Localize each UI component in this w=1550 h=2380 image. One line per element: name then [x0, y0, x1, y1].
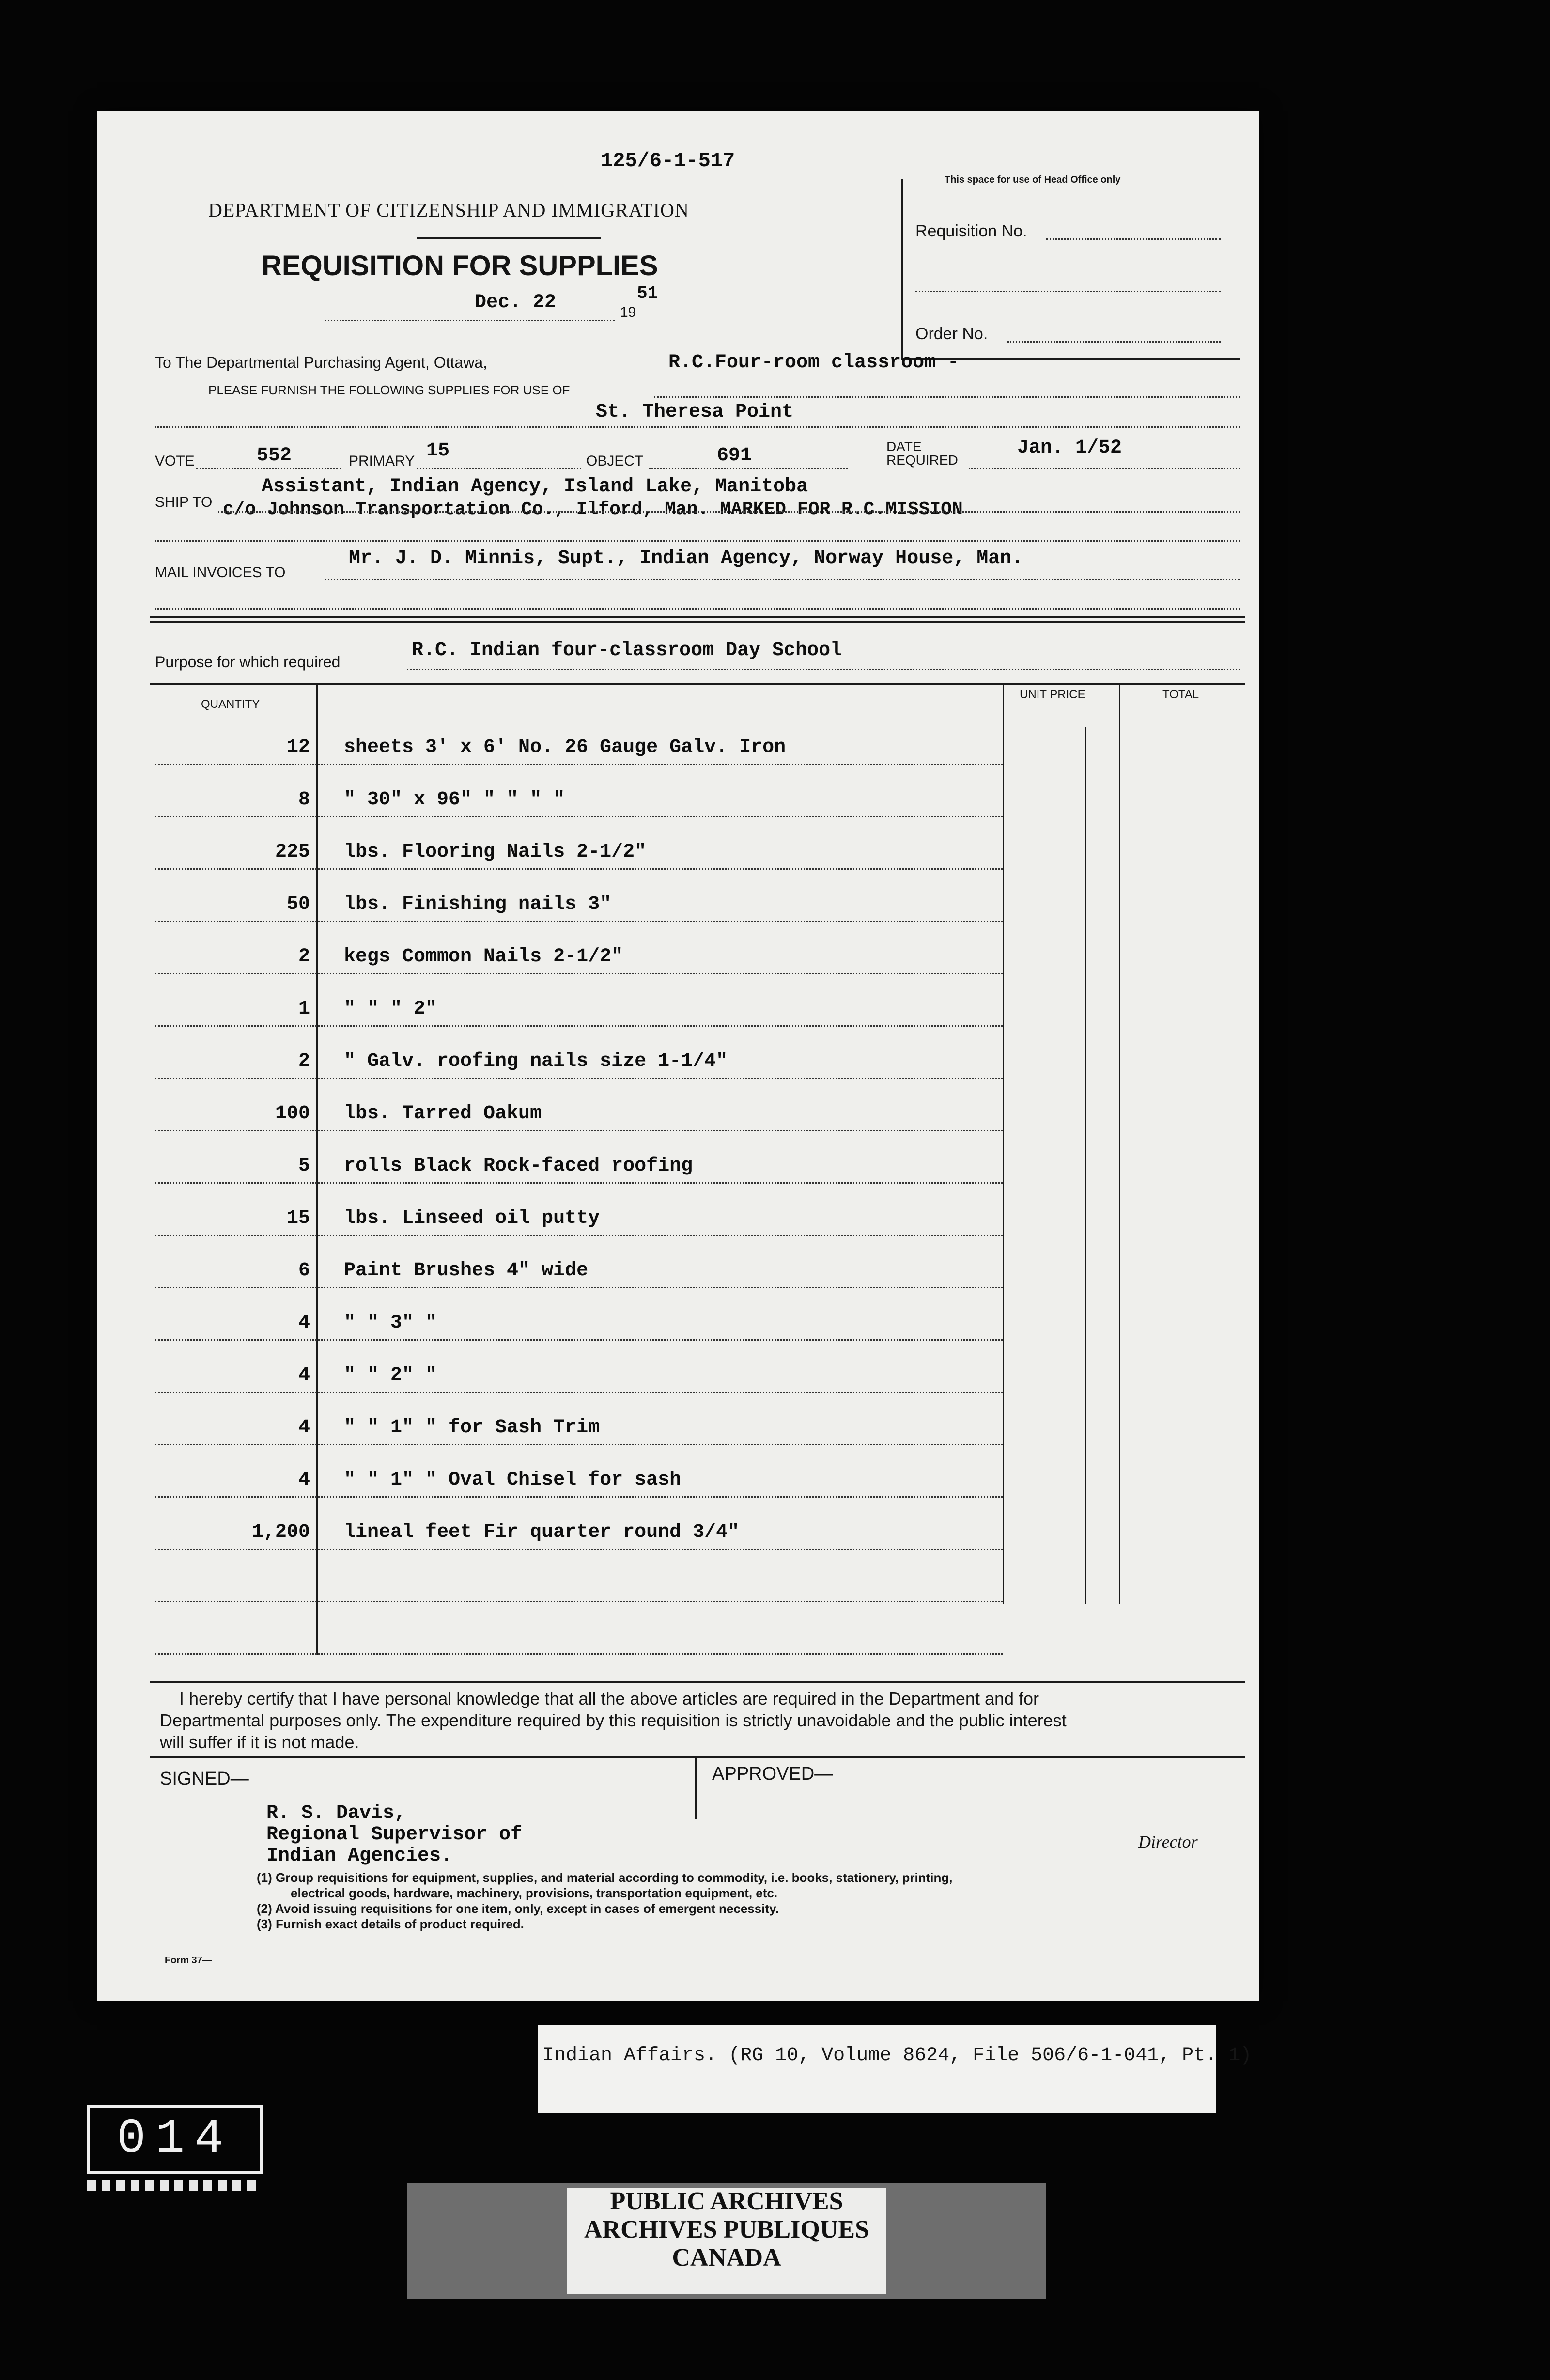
- item-description: lineal feet Fir quarter round 3/4": [344, 1521, 740, 1543]
- use-of-line: [654, 396, 1240, 398]
- item-description: lbs. Tarred Oakum: [344, 1103, 542, 1125]
- ship-to-line-2: [155, 540, 1240, 542]
- item-description: Paint Brushes 4" wide: [344, 1260, 589, 1282]
- note-2: (2) Avoid issuing requisitions for one item, only, except in cases of emergent necessity.: [257, 1901, 779, 1916]
- item-quantity: 1,200: [251, 1521, 310, 1543]
- approved-label: APPROVED—: [712, 1764, 833, 1784]
- form-title: REQUISITION FOR SUPPLIES: [262, 250, 658, 282]
- item-row-line: [155, 1339, 1003, 1341]
- item-description: lbs. Finishing nails 3": [344, 893, 612, 915]
- note-3: (3) Furnish exact details of product required.: [257, 1917, 524, 1931]
- table-col-rule-price-left: [1003, 683, 1004, 1604]
- to-line: To The Departmental Purchasing Agent, Ottawa,: [155, 354, 488, 371]
- item-quantity: 12: [286, 736, 310, 758]
- item-row-line: [155, 1130, 1003, 1131]
- primary-label: PRIMARY: [349, 453, 415, 469]
- mail-invoices-value: Mr. J. D. Minnis, Supt., Indian Agency, Norway House, Man.: [349, 548, 1023, 569]
- blank-row-line: [155, 1653, 1003, 1655]
- item-description: " Galv. roofing nails size 1-1/4": [344, 1050, 728, 1072]
- signer-name: R. S. Davis,: [266, 1802, 406, 1824]
- head-office-caption: This space for use of Head Office only: [945, 174, 1121, 185]
- year-typed: 51: [637, 283, 658, 303]
- primary-value: 15: [426, 440, 450, 462]
- film-sprocket-marks: [87, 2180, 262, 2191]
- signer-title-2: Indian Agencies.: [266, 1845, 453, 1867]
- quantity-header: QUANTITY: [201, 698, 260, 711]
- purpose-line: [407, 669, 1240, 670]
- total-header: TOTAL: [1162, 688, 1199, 701]
- item-quantity: 8: [298, 789, 310, 811]
- director-label: Director: [1138, 1832, 1198, 1851]
- object-label: OBJECT: [586, 453, 644, 469]
- item-quantity: 50: [286, 893, 310, 915]
- item-quantity: 6: [298, 1260, 310, 1282]
- archive-reference: Indian Affairs. (RG 10, Volume 8624, File 506/6-1-041, Pt. 1): [542, 2045, 1252, 2067]
- item-quantity: 100: [275, 1103, 310, 1125]
- archives-stamp-band: [407, 2183, 1046, 2299]
- item-description: " " " 2": [344, 998, 437, 1020]
- item-quantity: 4: [298, 1469, 310, 1491]
- requisition-form: [97, 111, 1259, 2001]
- box-left-rule: [901, 179, 903, 359]
- item-row-line: [155, 1444, 1003, 1445]
- ship-to-line: [218, 511, 1240, 513]
- mail-invoices-line: [325, 579, 1240, 580]
- certification-top-rule: [150, 1681, 1245, 1683]
- item-row-line: [155, 1392, 1003, 1393]
- item-quantity: 2: [298, 946, 310, 968]
- item-description: lbs. Flooring Nails 2-1/2": [344, 841, 647, 863]
- item-description: " 30" x 96" " " " ": [344, 789, 565, 811]
- stamp-line-3: CANADA: [672, 2244, 781, 2271]
- object-line: [649, 468, 848, 469]
- item-row-line: [155, 1182, 1003, 1184]
- item-quantity: 4: [298, 1312, 310, 1334]
- required-label: REQUIRED: [886, 453, 958, 468]
- item-quantity: 2: [298, 1050, 310, 1072]
- item-description: lbs. Linseed oil putty: [344, 1207, 600, 1229]
- date-required-line: [969, 468, 1240, 469]
- title-rule: [417, 237, 601, 239]
- item-row-line: [155, 816, 1003, 817]
- requisition-no-label: Requisition No.: [915, 222, 1027, 240]
- primary-line: [417, 468, 581, 469]
- item-quantity: 4: [298, 1364, 310, 1386]
- unit-price-header: UNIT PRICE: [1020, 688, 1085, 701]
- please-furnish-label: PLEASE FURNISH THE FOLLOWING SUPPLIES FOR USE OF: [208, 383, 570, 397]
- archive-reference-card: [538, 2025, 1252, 2113]
- item-row-line: [155, 1025, 1003, 1027]
- date-required-value: Jan. 1/52: [1017, 437, 1122, 459]
- item-description: " " 2" ": [344, 1364, 437, 1386]
- date-typed: Dec. 22: [475, 292, 557, 313]
- certification-line-1: I hereby certify that I have personal knowledge that all the above articles are required in the Department and for: [179, 1689, 1039, 1708]
- mail-invoices-line-2: [155, 608, 1240, 610]
- item-quantity: 15: [286, 1207, 310, 1229]
- item-row-line: [155, 868, 1003, 870]
- file-number: 125/6-1-517: [601, 149, 735, 172]
- signature-top-rule: [150, 1756, 1245, 1758]
- vote-value: 552: [257, 445, 292, 467]
- section-rule-2: [150, 621, 1245, 623]
- signed-label: SIGNED—: [160, 1769, 249, 1789]
- date-label: DATE: [886, 439, 922, 454]
- stamp-line-2: ARCHIVES PUBLIQUES: [584, 2216, 869, 2243]
- ship-to-line-1: Assistant, Indian Agency, Island Lake, Manitoba: [262, 476, 808, 498]
- note-1-cont: electrical goods, hardware, machinery, provisions, transportation equipment, etc.: [291, 1886, 778, 1900]
- ship-to-line-2: c/o Johnson Transportation Co., Ilford, Man. MARKED FOR R.C.MISSION: [223, 499, 963, 520]
- table-top-rule: [150, 683, 1245, 685]
- date-line: [325, 320, 615, 321]
- item-row-line: [155, 1235, 1003, 1236]
- item-row-line: [155, 1078, 1003, 1079]
- purpose-value: R.C. Indian four-classroom Day School: [412, 640, 842, 661]
- department-name: DEPARTMENT OF CITIZENSHIP AND IMMIGRATION: [208, 199, 689, 221]
- vote-label: VOTE: [155, 453, 195, 469]
- requisition-no-line-2: [915, 291, 1221, 292]
- year-prefix: 19: [620, 304, 636, 320]
- order-no-line: [1008, 341, 1221, 343]
- table-col-rule-total: [1119, 683, 1120, 1604]
- certification-line-3: will suffer if it is not made.: [160, 1732, 359, 1752]
- blank-row-line: [155, 1601, 1003, 1602]
- item-row-line: [155, 973, 1003, 974]
- item-description: sheets 3' x 6' No. 26 Gauge Galv. Iron: [344, 736, 786, 758]
- table-col-rule-price-inner: [1085, 727, 1086, 1604]
- mail-invoices-label: MAIL INVOICES TO: [155, 564, 286, 580]
- frame-number: 014: [87, 2105, 263, 2174]
- stamp-line-1: PUBLIC ARCHIVES: [610, 2188, 843, 2215]
- archives-stamp: [567, 2188, 886, 2294]
- item-row-line: [155, 764, 1003, 765]
- item-description: " " 1" " for Sash Trim: [344, 1417, 600, 1439]
- item-quantity: 1: [298, 998, 310, 1020]
- note-1: (1) Group requisitions for equipment, supplies, and material according to commodity, i.e. books, stationery, printing,: [257, 1870, 953, 1885]
- ship-to-label: SHIP TO: [155, 494, 213, 510]
- use-of-2: St. Theresa Point: [596, 401, 794, 423]
- item-quantity: 4: [298, 1417, 310, 1439]
- item-row-line: [155, 1496, 1003, 1498]
- signer-title: Regional Supervisor of: [266, 1824, 523, 1846]
- item-row-line: [155, 1287, 1003, 1288]
- section-rule-1: [150, 616, 1245, 618]
- certification-line-2: Departmental purposes only. The expenditure required by this requisition is strictly unavoidable and the public interest: [160, 1710, 1067, 1730]
- object-value: 691: [717, 445, 752, 467]
- item-description: kegs Common Nails 2-1/2": [344, 946, 623, 968]
- vote-line: [196, 468, 341, 469]
- purpose-label: Purpose for which required: [155, 653, 341, 671]
- item-description: " " 1" " Oval Chisel for sash: [344, 1469, 682, 1491]
- requisition-no-line: [1046, 238, 1221, 240]
- item-description: " " 3" ": [344, 1312, 437, 1334]
- item-row-line: [155, 1549, 1003, 1550]
- item-quantity: 5: [298, 1155, 310, 1177]
- order-no-label: Order No.: [915, 325, 988, 343]
- table-col-rule-qty: [316, 683, 318, 1655]
- item-row-line: [155, 921, 1003, 922]
- form-number: Form 37—: [165, 1955, 212, 1966]
- signature-divider: [695, 1756, 697, 1819]
- use-of-line-2: [155, 426, 1240, 428]
- item-quantity: 225: [275, 841, 310, 863]
- item-description: rolls Black Rock-faced roofing: [344, 1155, 693, 1177]
- use-of-1: R.C.Four-room classroom -: [668, 352, 960, 374]
